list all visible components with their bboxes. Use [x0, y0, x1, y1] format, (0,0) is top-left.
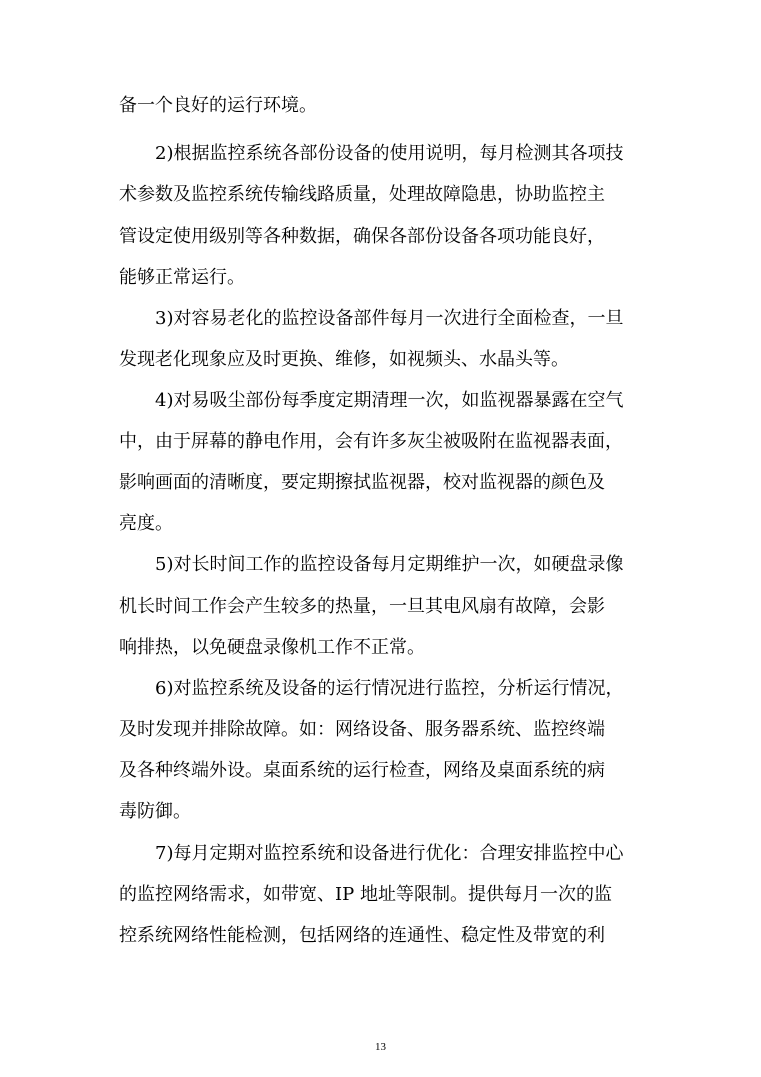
- text-line-12: 5)对长时间工作的监控设备每月定期维护一次，如硬盘录像: [155, 554, 624, 575]
- text-line-19: 7)每月定期对监控系统和设备进行优化：合理安排监控中心: [155, 843, 624, 864]
- text-line-7: 发现老化现象应及时更换、维修，如视频头、水晶头等。: [119, 349, 569, 370]
- text-line-8: 4)对易吸尘部份每季度定期清理一次，如监视器暴露在空气: [155, 390, 624, 411]
- text-line-9: 中，由于屏幕的静电作用，会有许多灰尘被吸附在监视器表面，: [119, 431, 623, 452]
- text-line-5: 能够正常运行。: [119, 267, 245, 288]
- page-number: 13: [375, 1041, 386, 1053]
- text-line-6: 3)对容易老化的监控设备部件每月一次进行全面检查，一旦: [155, 308, 624, 329]
- text-line-13: 机长时间工作会产生较多的热量，一旦其电风扇有故障，会影: [119, 596, 605, 617]
- text-line-14: 响排热，以免硬盘录像机工作不正常。: [119, 637, 425, 658]
- text-line-10: 影响画面的清晰度，要定期擦拭监视器，校对监视器的颜色及: [119, 472, 605, 493]
- text-line-18: 毒防御。: [119, 801, 191, 822]
- text-line-16: 及时发现并排除故障。如：网络设备、服务器系统、监控终端: [119, 719, 605, 740]
- text-line-21: 控系统网络性能检测，包括网络的连通性、稳定性及带宽的利: [119, 925, 605, 946]
- text-line-2: 2)根据监控系统各部份设备的使用说明，每月检测其各项技: [155, 143, 624, 164]
- text-line-17: 及各种终端外设。桌面系统的运行检查，网络及桌面系统的病: [119, 760, 605, 781]
- text-line-3: 术参数及监控系统传输线路质量，处理故障隐患，协助监控主: [119, 184, 605, 205]
- text-line-1: 备一个良好的运行环境。: [119, 95, 317, 116]
- text-line-20: 的监控网络需求，如带宽、IP 地址等限制。提供每月一次的监: [119, 884, 612, 905]
- text-line-4: 管设定使用级别等各种数据，确保各部份设备各项功能良好，: [119, 226, 605, 247]
- text-line-11: 亮度。: [119, 513, 173, 534]
- text-line-15: 6)对监控系统及设备的运行情况进行监控，分析运行情况，: [155, 678, 624, 699]
